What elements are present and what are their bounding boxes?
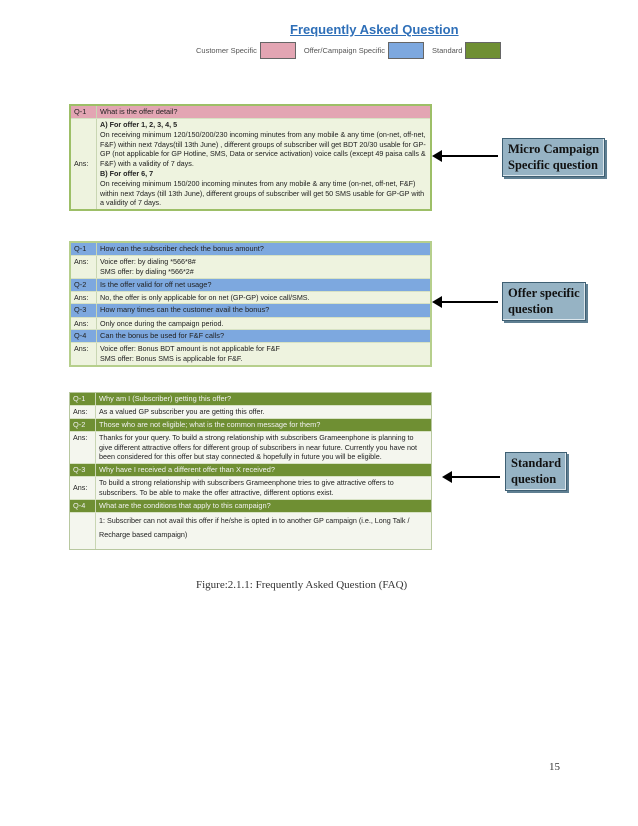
answer-text: To build a strong relationship with subscribers Grameenphone tries to give attractive offers to subscribers. To be able to make the offer attractive, different options exist.: [99, 478, 394, 498]
answer-label: Ans:: [70, 477, 96, 499]
faq-question-row: [70, 393, 431, 405]
question-number: Q-3: [70, 464, 96, 476]
question-text: Can the bonus be used for F&F calls?: [100, 331, 225, 341]
faq-answer-row: [71, 317, 430, 330]
faq-question-row: [70, 418, 431, 431]
color-legend: [196, 42, 509, 59]
faq-answer-row: [71, 291, 430, 304]
faq-question-row: [71, 303, 430, 316]
question-text: How many times can the customer avail the bonus?: [100, 305, 270, 315]
faq-question-row: [71, 278, 430, 291]
legend-swatch-offer: [388, 42, 424, 59]
answer-text: Only once during the campaign period.: [100, 318, 224, 328]
answer-text: [97, 119, 430, 209]
callout-line: Offer specific: [508, 286, 580, 300]
offer-specific-faq-block: [69, 241, 432, 367]
faq-answer-row: [71, 118, 430, 209]
legend-label-standard: Standard: [432, 46, 463, 55]
answer-line: Voice offer: Bonus BDT amount is not applicable for F&F: [100, 344, 280, 354]
faq-answer-row: [70, 405, 431, 418]
answer-label: Ans:: [71, 256, 97, 278]
question-number: Q-2: [71, 279, 97, 291]
answer-line: SMS offer: Bonus SMS is applicable for F&F.: [100, 354, 243, 364]
callout-line: Standard: [511, 456, 562, 470]
question-text: How can the subscriber check the bonus amount?: [100, 244, 264, 253]
answer-text: No, the offer is only applicable for on net (GP-GP) voice call/SMS.: [100, 292, 310, 302]
question-number: Q-4: [70, 500, 96, 512]
answer-label: Ans:: [70, 406, 96, 418]
question-text: What is the offer detail?: [100, 107, 178, 116]
legend-swatch-customer: [260, 42, 296, 59]
question-number: Q-1: [71, 243, 97, 255]
callout-line: question: [511, 472, 557, 487]
faq-figure-title: Frequently Asked Question: [290, 22, 459, 37]
answer-text: [97, 343, 430, 365]
answer-label: Ans:: [70, 432, 96, 463]
question-number: Q-2: [70, 419, 96, 431]
question-number: Q-1: [70, 393, 96, 405]
faq-answer-row: [70, 476, 431, 499]
faq-question-row: [71, 243, 430, 255]
answer-text: As a valued GP subscriber you are getting this offer.: [99, 407, 265, 417]
answer-text: 1: Subscriber can not avail this offer if he/she is opted in to another GP campaign (i.e., Long Talk / Recharge based campaign): [99, 515, 410, 539]
figure-caption: Figure:2.1.1: Frequently Asked Question (FAQ): [196, 579, 408, 591]
arrow-left-icon: [434, 301, 498, 303]
answer-label: Ans:: [71, 318, 97, 330]
faq-question-row: [70, 463, 431, 476]
offer-specific-callout: [502, 282, 586, 321]
question-text: Those who are not eligible; what is the common message for them?: [99, 419, 321, 429]
answer-line: SMS offer: by dialing *566*2#: [100, 266, 194, 276]
answer-line: Voice offer: by dialing *566*8#: [100, 257, 196, 267]
question-text: Is the offer valid for off net usage?: [100, 279, 212, 289]
question-number: Q-3: [71, 304, 97, 316]
answer-subheading-a: A) For offer 1, 2, 3, 4, 5: [100, 120, 178, 130]
answer-label: [70, 513, 96, 549]
question-text: Why have I received a different offer than X received?: [99, 465, 275, 475]
question-number: Q-4: [71, 330, 97, 342]
standard-faq-block: [69, 392, 432, 550]
legend-label-offer: Offer/Campaign Specific: [303, 46, 386, 55]
page-number: 15: [549, 761, 560, 773]
faq-answer-row: [71, 342, 430, 365]
answer-label: Ans:: [71, 119, 97, 209]
answer-label: Ans:: [71, 343, 97, 365]
legend-label-customer: Customer Specific: [196, 46, 257, 55]
arrow-left-icon: [444, 476, 500, 478]
legend-swatch-standard: [465, 42, 501, 59]
callout-line: Micro Campaign: [508, 142, 600, 156]
question-number: Q-1: [71, 106, 97, 118]
faq-question-row: [71, 329, 430, 342]
answer-label: Ans:: [71, 292, 97, 304]
standard-callout: [505, 452, 567, 491]
answer-paragraph-b: On receiving minimum 150/200 incoming minutes from any mobile & any time (on-net, off-net, F&F) within next 7days (till 13th June), different groups of subscriber will get 50 SMS usable for GP-GP with a validity of 7 days.: [100, 178, 425, 208]
answer-text: Thanks for your query. To build a strong relationship with subscribers Grameenphone is planning to give different attractive offers for different group of subscribers in near future. Currently you have not been considered for this offer but stay connected & hopefully in future you will be eligible.: [99, 432, 418, 462]
answer-text: [97, 256, 430, 278]
question-text: What are the conditions that apply to this campaign?: [99, 500, 271, 510]
faq-question-row: [70, 499, 431, 512]
arrow-left-icon: [434, 155, 498, 157]
faq-answer-row: [70, 512, 431, 549]
faq-question-row: [71, 106, 430, 118]
faq-answer-row: [71, 255, 430, 278]
answer-paragraph-a: On receiving minimum 120/150/200/230 incoming minutes from any mobile & any time (on-net, off-net, F&F) within next 7days(till 13th June) , different groups of subscriber will get BDT 20/30 usable for GP-GP (not applicable for GP Hotline, SMS, Data or service activation) voice calls (except 49 paisa calls & F&F) with a validity of 7 days.: [100, 129, 426, 169]
answer-subheading-b: B) For offer 6, 7: [100, 168, 154, 178]
callout-line: Specific question: [508, 158, 598, 173]
faq-answer-row: [70, 431, 431, 463]
callout-line: question: [508, 302, 554, 317]
micro-campaign-callout: [502, 138, 605, 177]
micro-campaign-faq-block: [69, 104, 432, 211]
question-text: Why am I (Subscriber) getting this offer?: [99, 394, 232, 403]
